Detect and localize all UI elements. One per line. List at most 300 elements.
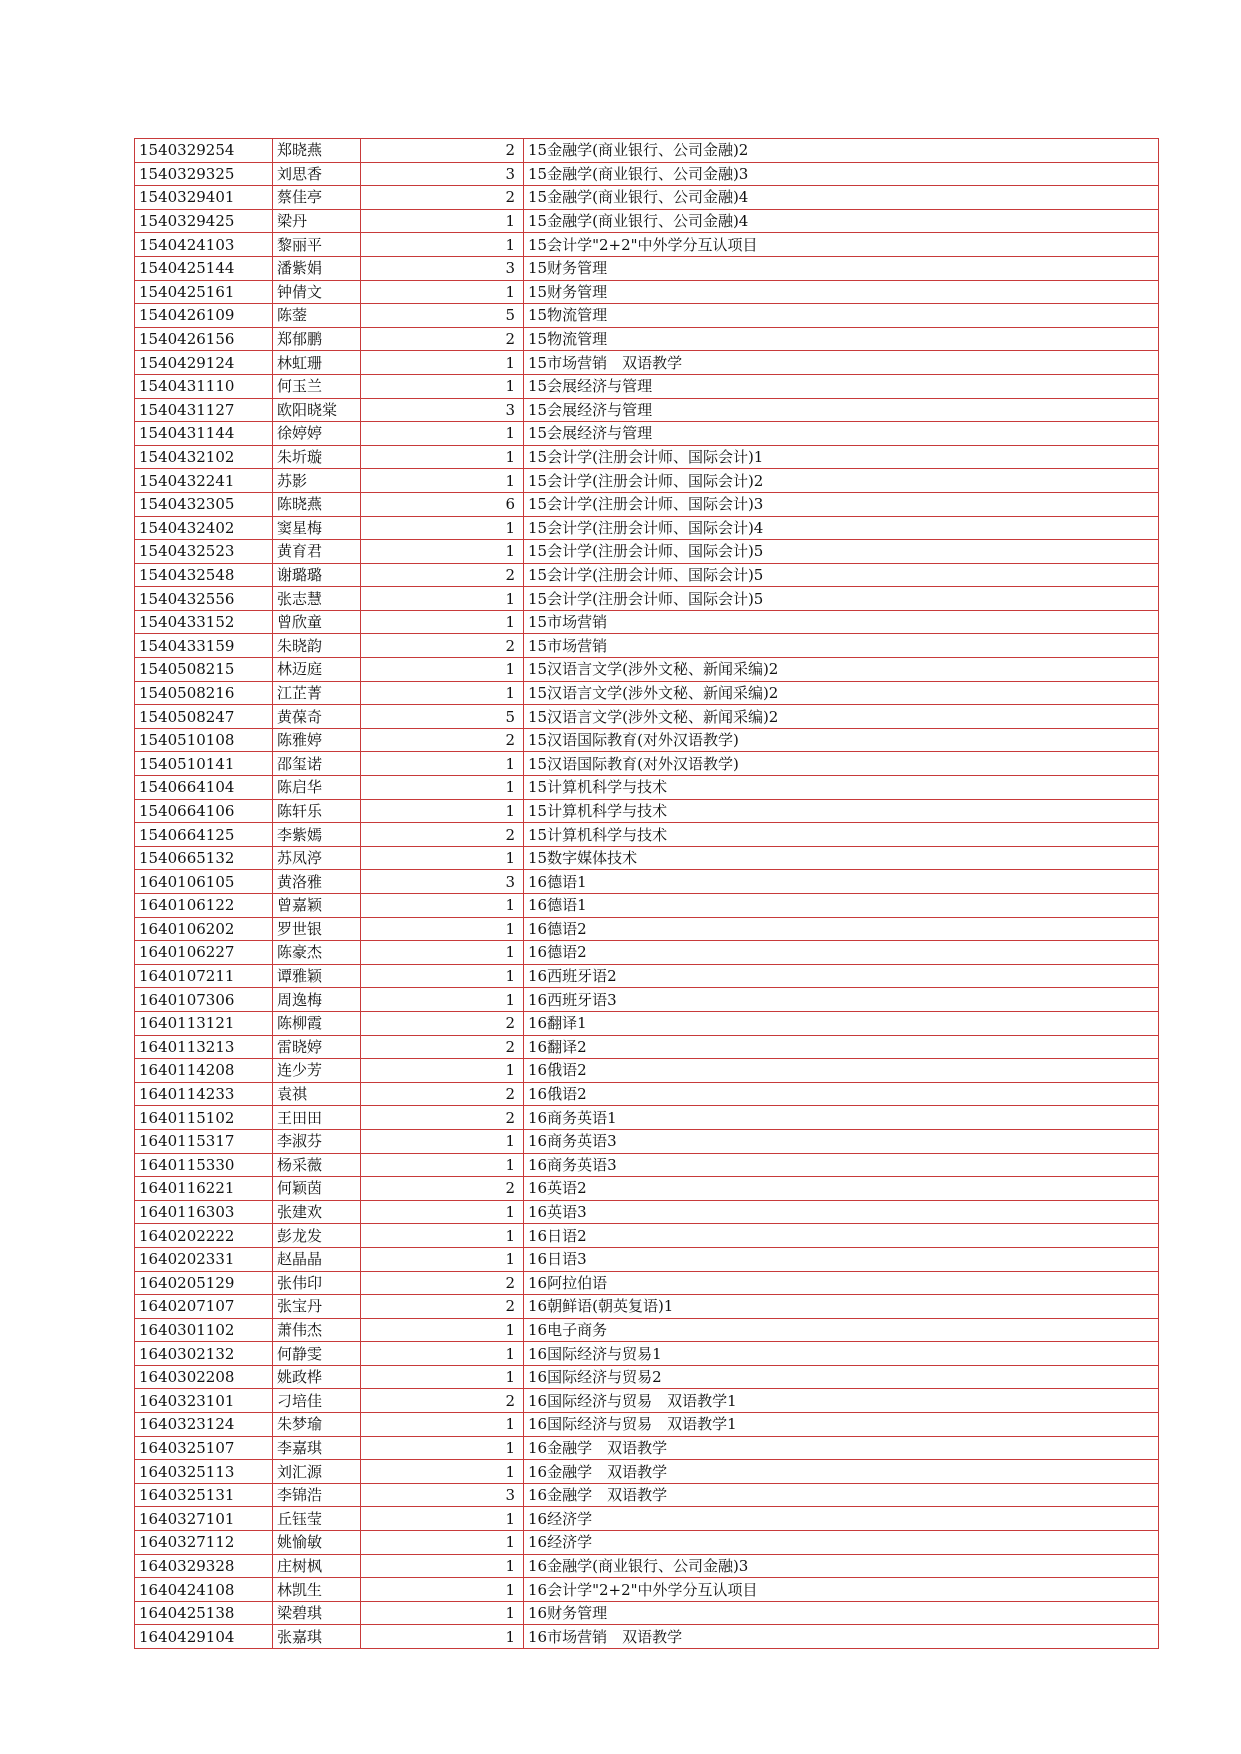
table-row [135, 422, 1159, 446]
student-id-cell: 1540508216 [135, 681, 273, 705]
count-cell: 1 [361, 280, 524, 304]
student-id-cell: 1640329328 [135, 1554, 273, 1578]
count-cell: 2 [361, 728, 524, 752]
table-row [135, 1342, 1159, 1366]
table-row [135, 209, 1159, 233]
student-id-cell: 1540329425 [135, 209, 273, 233]
student-id-cell: 1640114233 [135, 1082, 273, 1106]
student-name-cell: 姚愉敏 [273, 1531, 361, 1555]
count-cell: 1 [361, 469, 524, 493]
count-cell: 1 [361, 1531, 524, 1555]
count-cell: 1 [361, 1059, 524, 1083]
table-row [135, 752, 1159, 776]
student-id-cell: 1640106227 [135, 941, 273, 965]
student-name-cell: 林凯生 [273, 1578, 361, 1602]
student-id-cell: 1540432402 [135, 516, 273, 540]
class-cell: 15会计学(注册会计师、国际会计)5 [524, 563, 1159, 587]
student-id-cell: 1640424108 [135, 1578, 273, 1602]
student-name-cell: 窦星梅 [273, 516, 361, 540]
class-cell: 16德语2 [524, 917, 1159, 941]
table-row [135, 1011, 1159, 1035]
count-cell: 1 [361, 209, 524, 233]
student-id-cell: 1640115330 [135, 1153, 273, 1177]
table-row [135, 1106, 1159, 1130]
student-name-cell: 刘思香 [273, 162, 361, 186]
student-name-cell: 蔡佳亭 [273, 186, 361, 210]
class-cell: 15计算机科学与技术 [524, 776, 1159, 800]
student-name-cell: 张伟印 [273, 1271, 361, 1295]
class-cell: 15会计学(注册会计师、国际会计)3 [524, 492, 1159, 516]
student-id-cell: 1540432241 [135, 469, 273, 493]
count-cell: 2 [361, 139, 524, 163]
count-cell: 1 [361, 610, 524, 634]
student-name-cell: 袁祺 [273, 1082, 361, 1106]
table-row [135, 186, 1159, 210]
student-name-cell: 潘紫娟 [273, 256, 361, 280]
class-cell: 16俄语2 [524, 1059, 1159, 1083]
class-cell: 15汉语言文学(涉外文秘、新闻采编)2 [524, 658, 1159, 682]
count-cell: 1 [361, 1153, 524, 1177]
student-name-cell: 姚政桦 [273, 1365, 361, 1389]
student-name-cell: 黄葆奇 [273, 705, 361, 729]
count-cell: 1 [361, 658, 524, 682]
count-cell: 1 [361, 681, 524, 705]
class-cell: 15会计学(注册会计师、国际会计)2 [524, 469, 1159, 493]
student-name-cell: 刘汇源 [273, 1460, 361, 1484]
student-id-cell: 1540432548 [135, 563, 273, 587]
class-cell: 16国际经济与贸易2 [524, 1365, 1159, 1389]
student-id-cell: 1640107211 [135, 964, 273, 988]
student-id-cell: 1540426156 [135, 327, 273, 351]
table-row [135, 1413, 1159, 1437]
student-name-cell: 朱晓韵 [273, 634, 361, 658]
count-cell: 1 [361, 1460, 524, 1484]
student-id-cell: 1640202222 [135, 1224, 273, 1248]
count-cell: 1 [361, 587, 524, 611]
student-name-cell: 刁培佳 [273, 1389, 361, 1413]
class-cell: 15物流管理 [524, 327, 1159, 351]
student-id-cell: 1540510108 [135, 728, 273, 752]
student-name-cell: 陈雅婷 [273, 728, 361, 752]
class-cell: 15金融学(商业银行、公司金融)4 [524, 209, 1159, 233]
student-name-cell: 欧阳晓棠 [273, 398, 361, 422]
student-name-cell: 彭龙发 [273, 1224, 361, 1248]
class-cell: 16国际经济与贸易1 [524, 1342, 1159, 1366]
class-cell: 16财务管理 [524, 1601, 1159, 1625]
count-cell: 1 [361, 540, 524, 564]
student-name-cell: 周逸梅 [273, 988, 361, 1012]
class-cell: 15市场营销 [524, 610, 1159, 634]
student-id-cell: 1640301102 [135, 1318, 273, 1342]
student-id-cell: 1640106122 [135, 894, 273, 918]
count-cell: 1 [361, 1318, 524, 1342]
table-row [135, 1295, 1159, 1319]
student-id-cell: 1540508247 [135, 705, 273, 729]
class-cell: 15汉语国际教育(对外汉语教学) [524, 728, 1159, 752]
class-cell: 15数字媒体技术 [524, 846, 1159, 870]
student-name-cell: 王田田 [273, 1106, 361, 1130]
table-row [135, 870, 1159, 894]
class-cell: 15市场营销 [524, 634, 1159, 658]
student-id-cell: 1640323124 [135, 1413, 273, 1437]
table-row [135, 728, 1159, 752]
class-cell: 16日语3 [524, 1247, 1159, 1271]
count-cell: 2 [361, 1011, 524, 1035]
class-cell: 15汉语国际教育(对外汉语教学) [524, 752, 1159, 776]
class-cell: 15会展经济与管理 [524, 398, 1159, 422]
student-name-cell: 陈豪杰 [273, 941, 361, 965]
table-row [135, 374, 1159, 398]
count-cell: 1 [361, 894, 524, 918]
class-cell: 15金融学(商业银行、公司金融)2 [524, 139, 1159, 163]
student-id-cell: 1540508215 [135, 658, 273, 682]
student-id-cell: 1640302132 [135, 1342, 273, 1366]
student-id-cell: 1540431127 [135, 398, 273, 422]
class-cell: 16经济学 [524, 1531, 1159, 1555]
count-cell: 2 [361, 563, 524, 587]
student-id-cell: 1540425161 [135, 280, 273, 304]
class-cell: 16德语2 [524, 941, 1159, 965]
count-cell: 1 [361, 846, 524, 870]
student-id-cell: 1540664104 [135, 776, 273, 800]
table-row [135, 1082, 1159, 1106]
class-cell: 15会计学(注册会计师、国际会计)4 [524, 516, 1159, 540]
student-name-cell: 李嘉琪 [273, 1436, 361, 1460]
count-cell: 1 [361, 1247, 524, 1271]
student-name-cell: 萧伟杰 [273, 1318, 361, 1342]
student-id-cell: 1640323101 [135, 1389, 273, 1413]
count-cell: 6 [361, 492, 524, 516]
table-row [135, 1247, 1159, 1271]
student-id-cell: 1640114208 [135, 1059, 273, 1083]
student-id-cell: 1540433152 [135, 610, 273, 634]
count-cell: 1 [361, 1413, 524, 1437]
table-row [135, 1318, 1159, 1342]
table-row [135, 516, 1159, 540]
count-cell: 3 [361, 1483, 524, 1507]
count-cell: 1 [361, 776, 524, 800]
count-cell: 1 [361, 374, 524, 398]
class-cell: 16翻译2 [524, 1035, 1159, 1059]
student-id-cell: 1640202331 [135, 1247, 273, 1271]
student-id-cell: 1640116303 [135, 1200, 273, 1224]
student-id-cell: 1640429104 [135, 1625, 273, 1649]
student-name-cell: 苏凤渟 [273, 846, 361, 870]
student-id-cell: 1540432556 [135, 587, 273, 611]
count-cell: 2 [361, 1271, 524, 1295]
student-id-cell: 1540329401 [135, 186, 273, 210]
class-cell: 15会计学(注册会计师、国际会计)5 [524, 587, 1159, 611]
student-name-cell: 陈轩乐 [273, 799, 361, 823]
class-cell: 16商务英语3 [524, 1129, 1159, 1153]
count-cell: 1 [361, 445, 524, 469]
count-cell: 3 [361, 870, 524, 894]
student-name-cell: 陈启华 [273, 776, 361, 800]
count-cell: 2 [361, 634, 524, 658]
student-id-cell: 1540665132 [135, 846, 273, 870]
student-id-cell: 1640106202 [135, 917, 273, 941]
student-name-cell: 陈柳霞 [273, 1011, 361, 1035]
student-name-cell: 曾嘉颖 [273, 894, 361, 918]
student-name-cell: 黄洛雅 [273, 870, 361, 894]
count-cell: 2 [361, 823, 524, 847]
count-cell: 1 [361, 1224, 524, 1248]
student-id-cell: 1640205129 [135, 1271, 273, 1295]
student-id-cell: 1540426109 [135, 304, 273, 328]
count-cell: 1 [361, 1436, 524, 1460]
table-row [135, 563, 1159, 587]
student-id-cell: 1640325113 [135, 1460, 273, 1484]
count-cell: 5 [361, 705, 524, 729]
student-id-cell: 1540431110 [135, 374, 273, 398]
count-cell: 1 [361, 1625, 524, 1649]
class-cell: 15会展经济与管理 [524, 374, 1159, 398]
student-id-cell: 1540664106 [135, 799, 273, 823]
class-cell: 16阿拉伯语 [524, 1271, 1159, 1295]
class-cell: 16会计学"2+2"中外学分互认项目 [524, 1578, 1159, 1602]
student-name-cell: 庄树枫 [273, 1554, 361, 1578]
class-cell: 16西班牙语2 [524, 964, 1159, 988]
student-id-cell: 1640302208 [135, 1365, 273, 1389]
table-row [135, 846, 1159, 870]
class-cell: 16商务英语3 [524, 1153, 1159, 1177]
table-row [135, 587, 1159, 611]
table-row [135, 1035, 1159, 1059]
table-row [135, 941, 1159, 965]
student-name-cell: 张宝丹 [273, 1295, 361, 1319]
student-name-cell: 杨采薇 [273, 1153, 361, 1177]
student-name-cell: 何颖茵 [273, 1177, 361, 1201]
class-cell: 15会计学(注册会计师、国际会计)1 [524, 445, 1159, 469]
table-row [135, 139, 1159, 163]
student-name-cell: 郑晓燕 [273, 139, 361, 163]
student-name-cell: 苏影 [273, 469, 361, 493]
table-row [135, 1059, 1159, 1083]
student-id-cell: 1640325131 [135, 1483, 273, 1507]
table-row [135, 610, 1159, 634]
class-cell: 15会计学(注册会计师、国际会计)5 [524, 540, 1159, 564]
student-name-cell: 朱梦瑜 [273, 1413, 361, 1437]
class-cell: 16金融学 双语教学 [524, 1483, 1159, 1507]
class-cell: 15市场营销 双语教学 [524, 351, 1159, 375]
table-row [135, 1129, 1159, 1153]
class-cell: 15汉语言文学(涉外文秘、新闻采编)2 [524, 705, 1159, 729]
class-cell: 16商务英语1 [524, 1106, 1159, 1130]
student-name-cell: 徐婷婷 [273, 422, 361, 446]
student-name-cell: 张建欢 [273, 1200, 361, 1224]
class-cell: 16电子商务 [524, 1318, 1159, 1342]
student-name-cell: 郑郁鹏 [273, 327, 361, 351]
count-cell: 2 [361, 1389, 524, 1413]
count-cell: 1 [361, 1129, 524, 1153]
student-name-cell: 陈蓥 [273, 304, 361, 328]
count-cell: 1 [361, 422, 524, 446]
class-cell: 16西班牙语3 [524, 988, 1159, 1012]
table-row [135, 1389, 1159, 1413]
table-row [135, 304, 1159, 328]
table-row [135, 1625, 1159, 1649]
student-id-cell: 1640115317 [135, 1129, 273, 1153]
student-name-cell: 林迈庭 [273, 658, 361, 682]
table-row [135, 1153, 1159, 1177]
count-cell: 1 [361, 917, 524, 941]
table-row [135, 327, 1159, 351]
count-cell: 1 [361, 516, 524, 540]
table-row [135, 705, 1159, 729]
table-row [135, 162, 1159, 186]
student-name-cell: 李锦浩 [273, 1483, 361, 1507]
student-id-cell: 1540664125 [135, 823, 273, 847]
student-name-cell: 梁丹 [273, 209, 361, 233]
student-id-cell: 1540431144 [135, 422, 273, 446]
class-cell: 16金融学 双语教学 [524, 1460, 1159, 1484]
table-row [135, 280, 1159, 304]
count-cell: 1 [361, 1200, 524, 1224]
table-row [135, 256, 1159, 280]
student-id-cell: 1540329325 [135, 162, 273, 186]
table-row [135, 823, 1159, 847]
class-cell: 16金融学 双语教学 [524, 1436, 1159, 1460]
table-row [135, 1601, 1159, 1625]
class-cell: 15财务管理 [524, 256, 1159, 280]
count-cell: 3 [361, 256, 524, 280]
student-name-cell: 朱圻璇 [273, 445, 361, 469]
student-name-cell: 何玉兰 [273, 374, 361, 398]
count-cell: 5 [361, 304, 524, 328]
student-name-cell: 林虹珊 [273, 351, 361, 375]
table-row [135, 540, 1159, 564]
student-name-cell: 谢璐璐 [273, 563, 361, 587]
student-id-cell: 1640425138 [135, 1601, 273, 1625]
student-name-cell: 黄育君 [273, 540, 361, 564]
count-cell: 3 [361, 162, 524, 186]
student-name-cell: 谭雅颖 [273, 964, 361, 988]
student-table [134, 138, 1159, 1649]
count-cell: 1 [361, 233, 524, 257]
count-cell: 2 [361, 1106, 524, 1130]
table-row [135, 1507, 1159, 1531]
class-cell: 15会展经济与管理 [524, 422, 1159, 446]
class-cell: 16国际经济与贸易 双语教学1 [524, 1389, 1159, 1413]
table-row [135, 1436, 1159, 1460]
table-row [135, 988, 1159, 1012]
table-row [135, 1460, 1159, 1484]
count-cell: 2 [361, 1295, 524, 1319]
class-cell: 16俄语2 [524, 1082, 1159, 1106]
student-id-cell: 1640207107 [135, 1295, 273, 1319]
class-cell: 15计算机科学与技术 [524, 823, 1159, 847]
student-name-cell: 张志慧 [273, 587, 361, 611]
student-name-cell: 连少芳 [273, 1059, 361, 1083]
table-row [135, 351, 1159, 375]
class-cell: 16朝鲜语(朝英复语)1 [524, 1295, 1159, 1319]
table-row [135, 492, 1159, 516]
student-id-cell: 1640325107 [135, 1436, 273, 1460]
class-cell: 16国际经济与贸易 双语教学1 [524, 1413, 1159, 1437]
class-cell: 15汉语言文学(涉外文秘、新闻采编)2 [524, 681, 1159, 705]
count-cell: 2 [361, 1082, 524, 1106]
student-id-cell: 1640113213 [135, 1035, 273, 1059]
class-cell: 16经济学 [524, 1507, 1159, 1531]
student-name-cell: 雷晓婷 [273, 1035, 361, 1059]
count-cell: 1 [361, 1365, 524, 1389]
class-cell: 16英语3 [524, 1200, 1159, 1224]
student-id-cell: 1640116221 [135, 1177, 273, 1201]
class-cell: 16英语2 [524, 1177, 1159, 1201]
student-id-cell: 1540429124 [135, 351, 273, 375]
table-row [135, 1554, 1159, 1578]
class-cell: 16德语1 [524, 870, 1159, 894]
class-cell: 15财务管理 [524, 280, 1159, 304]
student-name-cell: 梁碧琪 [273, 1601, 361, 1625]
count-cell: 2 [361, 186, 524, 210]
student-name-cell: 江芷菁 [273, 681, 361, 705]
student-name-cell: 陈晓燕 [273, 492, 361, 516]
student-name-cell: 罗世银 [273, 917, 361, 941]
table-row [135, 917, 1159, 941]
class-cell: 15金融学(商业银行、公司金融)3 [524, 162, 1159, 186]
table-row [135, 1200, 1159, 1224]
student-name-cell: 何静雯 [273, 1342, 361, 1366]
table-row [135, 1531, 1159, 1555]
count-cell: 1 [361, 752, 524, 776]
student-id-cell: 1540433159 [135, 634, 273, 658]
count-cell: 3 [361, 398, 524, 422]
student-name-cell: 钟倩文 [273, 280, 361, 304]
student-id-cell: 1540510141 [135, 752, 273, 776]
table-row [135, 469, 1159, 493]
student-name-cell: 曾欣童 [273, 610, 361, 634]
table-row [135, 1578, 1159, 1602]
table-row [135, 1483, 1159, 1507]
table-row [135, 1271, 1159, 1295]
count-cell: 1 [361, 1554, 524, 1578]
table-row [135, 894, 1159, 918]
student-id-cell: 1540432305 [135, 492, 273, 516]
count-cell: 2 [361, 1177, 524, 1201]
student-table-body [135, 139, 1159, 1649]
student-id-cell: 1640327101 [135, 1507, 273, 1531]
class-cell: 16翻译1 [524, 1011, 1159, 1035]
student-id-cell: 1540432523 [135, 540, 273, 564]
count-cell: 1 [361, 964, 524, 988]
student-name-cell: 李紫嫣 [273, 823, 361, 847]
count-cell: 1 [361, 351, 524, 375]
student-id-cell: 1540329254 [135, 139, 273, 163]
class-cell: 16金融学(商业银行、公司金融)3 [524, 1554, 1159, 1578]
student-name-cell: 丘钰莹 [273, 1507, 361, 1531]
count-cell: 1 [361, 799, 524, 823]
class-cell: 16德语1 [524, 894, 1159, 918]
student-id-cell: 1640107306 [135, 988, 273, 1012]
class-cell: 15计算机科学与技术 [524, 799, 1159, 823]
table-row [135, 1224, 1159, 1248]
table-row [135, 1365, 1159, 1389]
class-cell: 15物流管理 [524, 304, 1159, 328]
count-cell: 1 [361, 1507, 524, 1531]
count-cell: 1 [361, 1601, 524, 1625]
count-cell: 1 [361, 988, 524, 1012]
table-row [135, 398, 1159, 422]
student-id-cell: 1640113121 [135, 1011, 273, 1035]
count-cell: 1 [361, 1342, 524, 1366]
table-row [135, 964, 1159, 988]
count-cell: 1 [361, 1578, 524, 1602]
count-cell: 2 [361, 327, 524, 351]
table-row [135, 658, 1159, 682]
table-row [135, 233, 1159, 257]
class-cell: 16日语2 [524, 1224, 1159, 1248]
